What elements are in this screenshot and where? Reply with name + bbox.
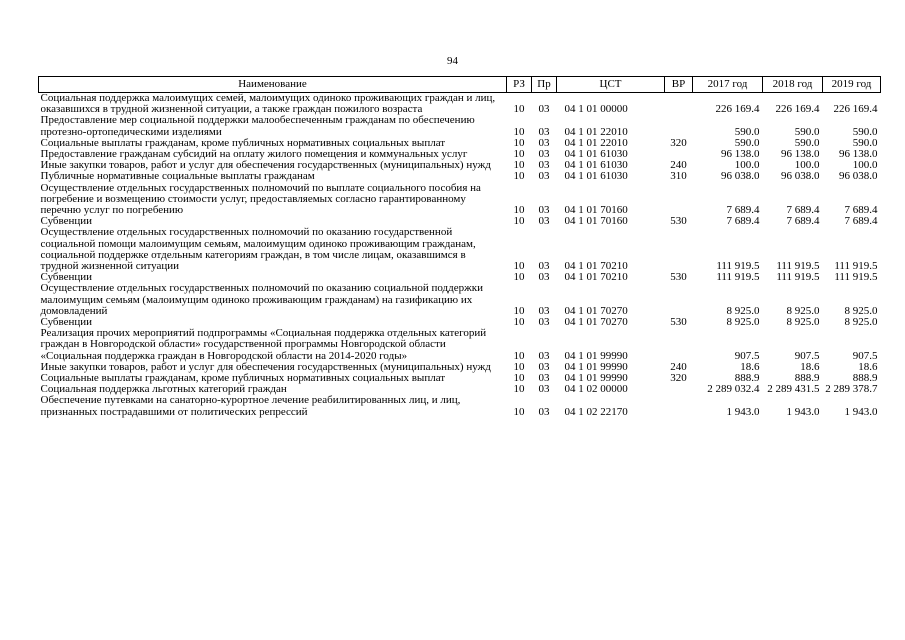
row-2019-cell: 7 689.4 <box>844 215 878 228</box>
row-rz-cell: 10 <box>513 405 525 418</box>
row-2017-cell: 1 943.0 <box>726 405 760 418</box>
row-cst-cell: 04 1 01 61030 <box>564 148 628 161</box>
row-2018-cell: 8 925.0 <box>786 316 820 329</box>
row-pr-cell: 03 <box>538 260 550 273</box>
row-vr-cell <box>665 283 693 317</box>
row-vr-cell <box>665 227 693 272</box>
header-2017: 2017 год <box>693 77 763 93</box>
row-pr-cell: 03 <box>538 170 550 183</box>
row-2018-cell: 2 289 431.5 <box>767 383 820 396</box>
row-pr-cell: 03 <box>538 204 550 217</box>
row-pr-cell: 03 <box>538 316 550 329</box>
row-cst-cell: 04 1 01 70210 <box>564 271 628 284</box>
row-rz-cell: 10 <box>513 148 525 161</box>
row-cst-cell: 04 1 01 22010 <box>564 136 628 149</box>
row-vr-cell <box>665 384 693 395</box>
row-2018-cell: 7 689.4 <box>786 204 820 217</box>
table-body <box>39 93 881 418</box>
row-rz-cell: 10 <box>513 383 525 396</box>
row-rz-cell: 10 <box>513 260 525 273</box>
row-cst-cell: 04 1 01 70270 <box>564 304 628 317</box>
row-2018-cell: 111 919.5 <box>776 271 820 284</box>
row-rz-cell: 10 <box>513 372 525 385</box>
row-vr-cell <box>665 115 693 137</box>
table-row <box>39 227 881 272</box>
row-cst-cell: 04 1 01 99990 <box>564 360 628 373</box>
row-name-cell: Обеспечение путевками на санаторно-курортное лечение реабилитированных лиц, и лиц, признанных пострадавшими от политических репрессий <box>40 394 461 418</box>
row-cst-cell: 04 1 01 61030 <box>564 159 628 172</box>
row-name-cell: Публичные нормативные социальные выплаты гражданам <box>40 170 315 183</box>
row-vr-cell <box>665 183 693 217</box>
row-name-cell: Осуществление отдельных государственных полномочий по выплате социального пособия на погребение и возмещению стоимости услуг, предоставляемых согласно гарантированному перечню услуг по погребению <box>40 181 481 217</box>
row-rz-cell: 10 <box>513 103 525 116</box>
row-2017-cell: 590.0 <box>734 125 760 138</box>
row-2017-cell: 8 925.0 <box>726 316 760 329</box>
row-2018-cell: 590.0 <box>794 136 820 149</box>
row-2017-cell: 226 169.4 <box>715 103 760 116</box>
row-2018-cell: 7 689.4 <box>786 215 820 228</box>
row-2019-cell: 96 038.0 <box>839 170 878 183</box>
row-2018-cell: 907.5 <box>794 349 820 362</box>
row-name-cell: Предоставление гражданам субсидий на оплату жилого помещения и коммунальных услуг <box>40 148 468 161</box>
row-name-cell: Осуществление отдельных государственных полномочий по оказанию социальной поддержки малоимущим семьям (малоимущим одиноко проживающим гражданам) на газификацию их домовладений <box>40 282 483 317</box>
row-name-cell: Субвенции <box>40 215 93 228</box>
row-vr-cell: 320 <box>670 136 687 149</box>
row-2018-cell: 590.0 <box>794 125 820 138</box>
row-cst-cell: 04 1 01 00000 <box>564 103 628 116</box>
row-name-cell: Субвенции <box>40 271 93 284</box>
row-pr-cell: 03 <box>538 271 550 284</box>
row-2017-cell: 96 138.0 <box>721 148 760 161</box>
row-cst-cell: 04 1 02 22170 <box>564 405 628 418</box>
row-vr-cell: 310 <box>670 170 687 183</box>
row-rz-cell: 10 <box>513 215 525 228</box>
row-2018-cell: 96 138.0 <box>781 148 820 161</box>
row-rz-cell: 10 <box>513 204 525 217</box>
row-vr-cell <box>665 328 693 362</box>
row-cst-cell: 04 1 01 99990 <box>564 349 628 362</box>
row-2018-cell: 96 038.0 <box>781 170 820 183</box>
row-name-cell: Социальные выплаты гражданам, кроме публичных нормативных социальных выплат <box>40 372 446 385</box>
table-row <box>39 115 881 137</box>
row-cst-cell: 04 1 01 70160 <box>564 204 628 217</box>
row-2018-cell: 888.9 <box>794 372 820 385</box>
row-name-cell: Реализация прочих мероприятий подпрограммы «Социальная поддержка отдельных категорий граждан в Новгородской области» государственной программы Новгородской области «Социальная поддержка граждан в Новгородской области на 2014-2020 годы» <box>40 327 487 362</box>
row-pr-cell: 03 <box>538 405 550 418</box>
row-2017-cell: 100.0 <box>734 159 760 172</box>
row-pr-cell: 03 <box>538 383 550 396</box>
row-rz-cell: 10 <box>513 360 525 373</box>
row-2018-cell: 18.6 <box>800 360 820 373</box>
row-pr-cell: 03 <box>538 372 550 385</box>
row-name-cell: Иные закупки товаров, работ и услуг для обеспечения государственных (муниципальных) нужд <box>40 360 491 373</box>
row-cst-cell: 04 1 02 00000 <box>564 383 628 396</box>
header-rz: РЗ <box>507 77 532 93</box>
row-2019-cell: 111 919.5 <box>834 260 878 273</box>
row-2019-cell: 7 689.4 <box>844 204 878 217</box>
row-cst-cell: 04 1 01 61030 <box>564 170 628 183</box>
table-row <box>39 183 881 217</box>
row-pr-cell: 03 <box>538 136 550 149</box>
row-2017-cell: 590.0 <box>734 136 760 149</box>
row-rz-cell: 10 <box>513 125 525 138</box>
row-2019-cell: 888.9 <box>852 372 878 385</box>
row-vr-cell: 530 <box>670 215 687 228</box>
row-rz-cell: 10 <box>513 304 525 317</box>
row-vr-cell <box>665 93 693 116</box>
header-cst: ЦСТ <box>557 77 665 93</box>
table-header-row <box>39 77 881 93</box>
row-2017-cell: 111 919.5 <box>716 260 760 273</box>
row-name-cell: Иные закупки товаров, работ и услуг для обеспечения государственных (муниципальных) нужд <box>40 159 491 172</box>
row-cst-cell: 04 1 01 22010 <box>564 125 628 138</box>
row-name-cell: Социальная поддержка малоимущих семей, малоимущих одиноко проживающих граждан и лиц, оказавшихся в трудной жизненной ситуации, а также граждан пожилого возраста <box>40 92 496 116</box>
row-2017-cell: 7 689.4 <box>726 204 760 217</box>
header-2019: 2019 год <box>823 77 881 93</box>
row-cst-cell: 04 1 01 70160 <box>564 215 628 228</box>
row-vr-cell: 530 <box>670 316 687 329</box>
row-name-cell: Осуществление отдельных государственных полномочий по оказанию государственной социальной помощи малоимущим семьям, малоимущим одиноко проживающим гражданам, социальной поддержке отдельным категориям граждан, в том числе лицам, оказавшимся в трудной жизненной ситуации <box>40 226 476 273</box>
row-pr-cell: 03 <box>538 159 550 172</box>
row-2019-cell: 590.0 <box>852 136 878 149</box>
row-vr-cell: 530 <box>670 271 687 284</box>
row-2017-cell: 2 289 032.4 <box>707 383 760 396</box>
row-2018-cell: 1 943.0 <box>786 405 820 418</box>
row-pr-cell: 03 <box>538 148 550 161</box>
row-2017-cell: 111 919.5 <box>716 271 760 284</box>
row-rz-cell: 10 <box>513 170 525 183</box>
row-pr-cell: 03 <box>538 360 550 373</box>
row-2017-cell: 8 925.0 <box>726 304 760 317</box>
row-2017-cell: 907.5 <box>734 349 760 362</box>
row-2019-cell: 907.5 <box>852 349 878 362</box>
row-2019-cell: 1 943.0 <box>844 405 878 418</box>
row-2017-cell: 7 689.4 <box>726 215 760 228</box>
row-2019-cell: 226 169.4 <box>833 103 878 116</box>
row-2018-cell: 111 919.5 <box>776 260 820 273</box>
row-vr-cell: 240 <box>670 360 687 373</box>
header-pr: Пр <box>532 77 557 93</box>
row-vr-cell: 240 <box>670 159 687 172</box>
row-2018-cell: 100.0 <box>794 159 820 172</box>
row-cst-cell: 04 1 01 99990 <box>564 372 628 385</box>
row-2019-cell: 18.6 <box>858 360 878 373</box>
row-2019-cell: 111 919.5 <box>834 271 878 284</box>
row-pr-cell: 03 <box>538 304 550 317</box>
row-rz-cell: 10 <box>513 159 525 172</box>
row-rz-cell: 10 <box>513 136 525 149</box>
header-name: Наименование <box>39 77 507 93</box>
header-vr: ВР <box>665 77 693 93</box>
header-2018: 2018 год <box>763 77 823 93</box>
row-name-cell: Субвенции <box>40 316 93 329</box>
row-rz-cell: 10 <box>513 271 525 284</box>
row-2018-cell: 226 169.4 <box>775 103 820 116</box>
row-name-cell: Предоставление мер социальной поддержки малообеспеченным гражданам по обеспечению протезно-ортопедическими изделиями <box>40 114 475 138</box>
row-2019-cell: 8 925.0 <box>844 304 878 317</box>
page-number: 94 <box>447 55 458 67</box>
budget-table <box>38 76 881 418</box>
row-vr-cell <box>665 395 693 417</box>
row-rz-cell: 10 <box>513 349 525 362</box>
row-pr-cell: 03 <box>538 215 550 228</box>
row-2018-cell: 8 925.0 <box>786 304 820 317</box>
row-rz-cell: 10 <box>513 316 525 329</box>
row-2019-cell: 2 289 378.7 <box>825 383 878 396</box>
table-row <box>39 328 881 362</box>
row-name-cell: Социальная поддержка льготных категорий граждан <box>40 383 287 396</box>
table-row <box>39 93 881 116</box>
row-2019-cell: 8 925.0 <box>844 316 878 329</box>
row-2019-cell: 590.0 <box>852 125 878 138</box>
row-2017-cell: 96 038.0 <box>721 170 760 183</box>
row-2019-cell: 96 138.0 <box>839 148 878 161</box>
row-2019-cell: 100.0 <box>852 159 878 172</box>
table-row <box>39 171 881 182</box>
row-pr-cell: 03 <box>538 103 550 116</box>
row-pr-cell: 03 <box>538 125 550 138</box>
table-row <box>39 283 881 317</box>
row-vr-cell: 320 <box>670 372 687 385</box>
table-row <box>39 395 881 417</box>
row-2017-cell: 18.6 <box>740 360 760 373</box>
row-name-cell: Социальные выплаты гражданам, кроме публичных нормативных социальных выплат <box>40 136 446 149</box>
row-pr-cell: 03 <box>538 349 550 362</box>
row-cst-cell: 04 1 01 70270 <box>564 316 628 329</box>
row-2017-cell: 888.9 <box>734 372 760 385</box>
row-cst-cell: 04 1 01 70210 <box>564 260 628 273</box>
